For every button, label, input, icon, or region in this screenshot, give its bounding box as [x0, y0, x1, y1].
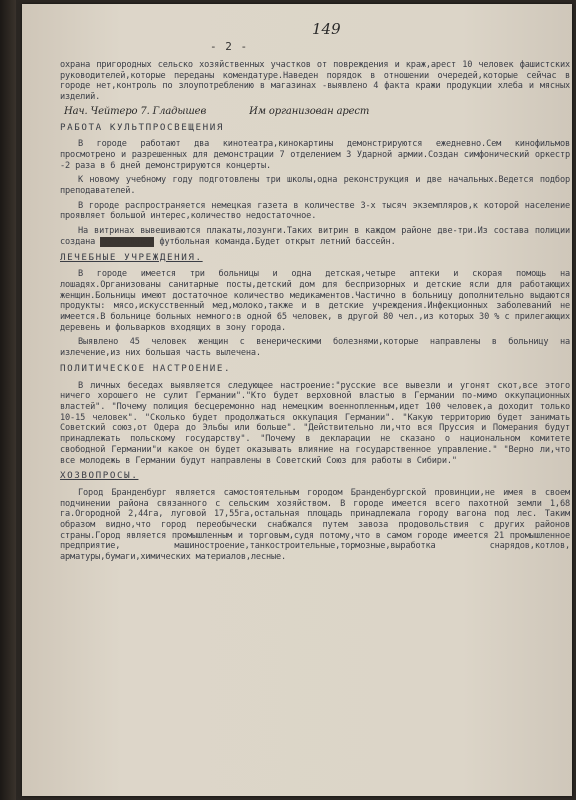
page-body: [60, 60, 570, 567]
paragraph-venereal: Выявлено 45 человек женщин с венерическими болезнями,которые направлены в больницу на излечение,из них большая часть вылечена.: [60, 337, 570, 359]
handwritten-annotation: [64, 107, 570, 118]
heading-economy: ХОЗВОПРОСЫ.: [60, 470, 139, 482]
page-label: - 2 -: [210, 40, 249, 53]
paragraph-cinema: В городе работают два кинотеатра,кинокартины демонстрируются ежедневно.Сем кинофильмов просмотрено и разрешенных для демонстрации 7 отделением З Ударной армии.Создан симфонический оркестр -2 раза в 6 дней демонстрируются концерты.: [60, 139, 570, 171]
paragraph-intro: охрана пригородных сельско хозяйственных участков от повреждения и краж,арест 10 человек фашистских руководителей,которые переданы комендатуре.Наведен порядок в отношении очередей,которые сейчас в городе нет,контроль по злоупотреблению в магазинах -выявлено 4 факта кражи продукции хлеба и мясных изделий.: [60, 60, 570, 103]
paragraph-school: К новому учебному году подготовлены три школы,одна реконструкция и две начальных.Ведется подбор преподавателей.: [60, 175, 570, 197]
paragraph-posters: [60, 226, 570, 247]
document-page: [22, 4, 572, 796]
paragraph-medical: В городе имеется три больницы и одна детская,четыре аптеки и скорая помощь на лошадях.Организованы санитарные посты,детский дом для беспризорных и детские ясли для работающих женщин.Больницы имеют достаточное количество медикаментов.Частично в больницу дополнительно выдаются продукты: мясо,искусственный мед,молоко,также и в детские учреждения.Инфекционных заболеваний не имеется.В больнице больных немного:в одной 65 человек, в другой 80 чел.,из которых 30 % с прилегающих деревень и фольварков входящих в зону города.: [60, 269, 570, 333]
binding-edge: [0, 0, 16, 800]
posters-text-b: футбольная команда.Будет открыт летний бассейн.: [159, 236, 396, 247]
heading-medical: ЛЕЧЕБНЫЕ УЧРЕЖДЕНИЯ.: [60, 251, 203, 263]
handwritten-note-left: Нач. Чейтеро 7. Гладышев: [64, 105, 207, 117]
handwritten-note-right: Им организован ареcт: [249, 105, 370, 117]
heading-political: ПОЛИТИЧЕСКОЕ НАСТРОЕНИЕ.: [60, 362, 232, 374]
redaction-mark: футбольная: [102, 236, 153, 247]
paragraph-newspaper: В городе распространяется немецкая газета в количестве 3-х тысяч экземпляров,к которой население проявляет большой интерес,количество недостаточное.: [60, 200, 570, 222]
paragraph-political: В личных беседах выявляется следующее настроение:"русские все вывезли и угонят скот,все этого ничего хорошего не сулит Германии"."Кто будет верховной властью в Германии по-мимо оккупационных властей". "Почему полиция бесцеремонно над немецким военнопленным,идет 100 человек,а доходит только 10-15 человек". "Сколько будет продолжаться оккупация Германии". "Какую территорию будет занимать Советский союз,от Одера до Эльбы или больше". "Действительно ли,что вся Пруссия и Померания будут принадлежать польскому государству". "Почему в декларации не сказано о национальном комитете свободной Германии"и какое он будет оказывать влияние на государственное управление." "Верно ли,что все молодежь в Германии будут направлены в Советский Союз для работы в Сибири.": [60, 380, 570, 466]
heading-culture: РАБОТА КУЛЬТПРОСВЕЩЕНИЯ: [60, 121, 225, 133]
paragraph-economy: Город Бранденбург является самостоятельным городом Бранденбургской провинции,не имея в своем подчинении района связанного с сельским хозяйством. В городе имеется всего пахотной земли 1,68 га.Огородной 2,44га, луговой 17,55га,остальная площадь принадлежала городу вагона под лес. Таким образом видно,что город переобычески снабжался путем завоза продовольствия с других районов страны.Город является промышленным и торговым,судя потому,что в самом городе имеется 21 промышленное предприятие, машиностроение,танкостроительные,тормозные,выработка снарядов,котлов, арматуры,бумаги,химических материалов,лесные.: [60, 487, 570, 563]
folio-number: 149: [312, 20, 341, 38]
posters-text-a: На витринах вывешиваются плакаты,лозунги.Таких витрин в каждом районе две-три.Из состава полиции создана: [60, 226, 570, 247]
